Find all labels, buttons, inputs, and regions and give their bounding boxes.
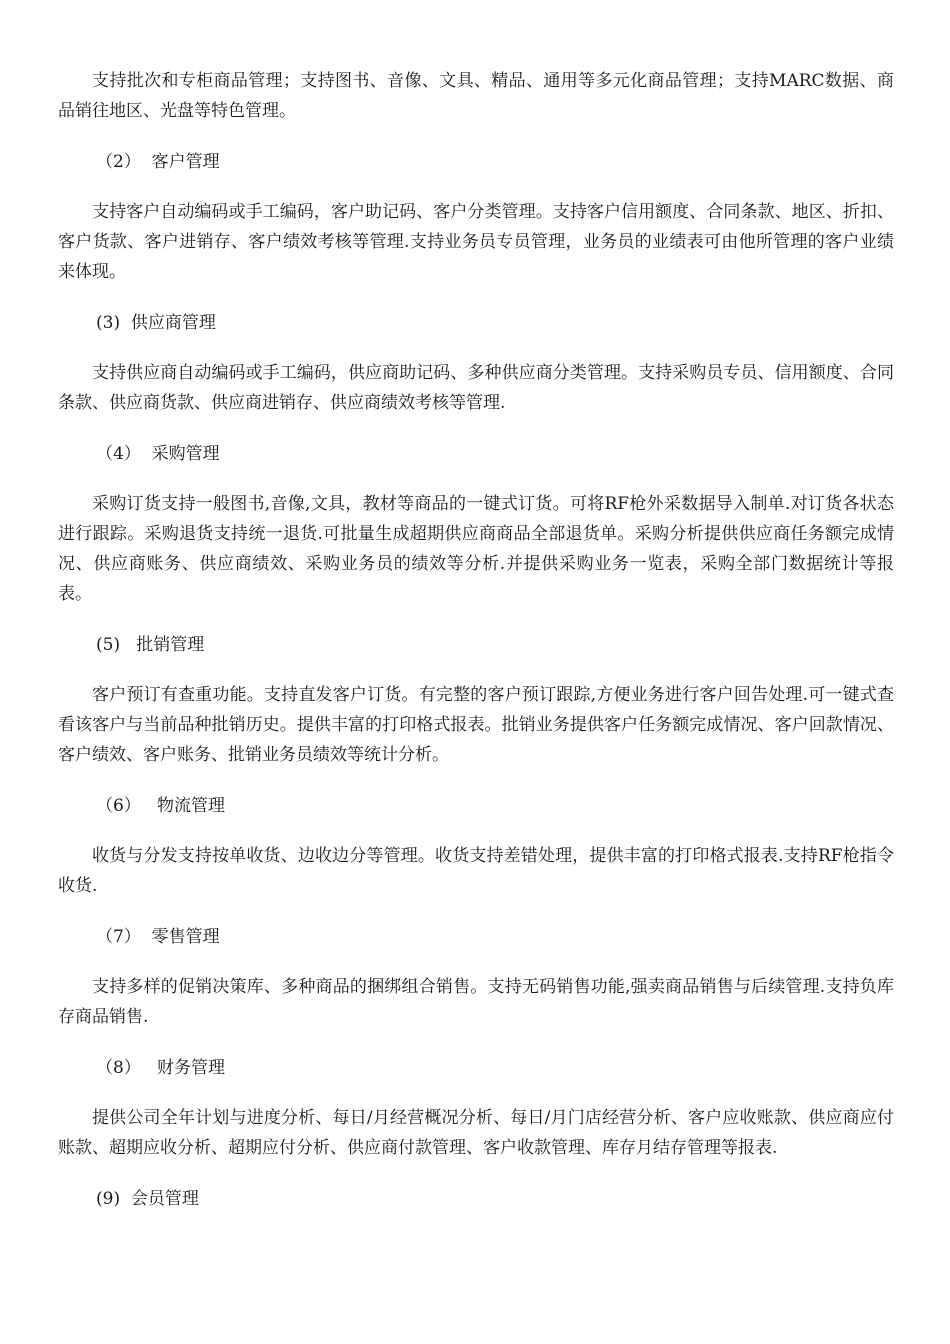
heading-finance-management: （8） 财务管理 [96,1058,226,1078]
heading-purchase-management: （4） 采购管理 [96,444,220,464]
paragraph-purchase-management: 采购订货支持一般图书,音像,文具，教材等商品的一键式订货。可将RF枪外采数据导入制单.对订货各状态进行跟踪。采购退货支持统一退货.可批量生成超期供应商商品全部退货单。采购分析提供供应商任务额完成情况、供应商账务、供应商绩效、采购业务员的绩效等分析.并提供采购业务一览表，采购全部门数据统计等报表。 [58,494,894,604]
heading-logistics-management: （6） 物流管理 [96,796,226,816]
heading-customer-management: （2） 客户管理 [96,152,220,172]
heading-retail-management: （7） 零售管理 [96,927,220,947]
document-page [58,66,894,1214]
heading-member-management: (9) 会员管理 [96,1189,199,1209]
paragraph-supplier-management: 支持供应商自动编码或手工编码，供应商助记码、多种供应商分类管理。支持采购员专员、信用额度、合同条款、供应商货款、供应商进销存、供应商绩效考核等管理. [58,363,894,413]
heading-wholesale-management: (5) 批销管理 [96,635,205,655]
paragraph-customer-management: 支持客户自动编码或手工编码，客户助记码、客户分类管理。支持客户信用额度、合同条款、地区、折扣、客户货款、客户进销存、客户绩效考核等管理.支持业务员专员管理，业务员的业绩表可由他所管理的客户业绩来体现。 [58,202,894,282]
paragraph-finance-management: 提供公司全年计划与进度分析、每日/月经营概况分析、每日/月门店经营分析、客户应收账款、供应商应付账款、超期应收分析、超期应付分析、供应商付款管理、客户收款管理、库存月结存管理等报表. [58,1108,894,1158]
paragraph-logistics-management: 收货与分发支持按单收货、边收边分等管理。收货支持差错处理，提供丰富的打印格式报表.支持RF枪指令收货. [58,846,894,896]
paragraph-product-management: 支持批次和专柜商品管理；支持图书、音像、文具、精品、通用等多元化商品管理；支持MARC数据、商品销往地区、光盘等特色管理。 [58,71,894,121]
paragraph-wholesale-management: 客户预订有查重功能。支持直发客户订货。有完整的客户预订跟踪,方便业务进行客户回告处理.可一键式查看该客户与当前品种批销历史。提供丰富的打印格式报表。批销业务提供客户任务额完成情况、客户回款情况、客户绩效、客户账务、批销业务员绩效等统计分析。 [58,685,894,765]
paragraph-retail-management: 支持多样的促销决策库、多种商品的捆绑组合销售。支持无码销售功能,强卖商品销售与后续管理.支持负库存商品销售. [58,977,894,1027]
heading-supplier-management: (3) 供应商管理 [96,313,216,333]
